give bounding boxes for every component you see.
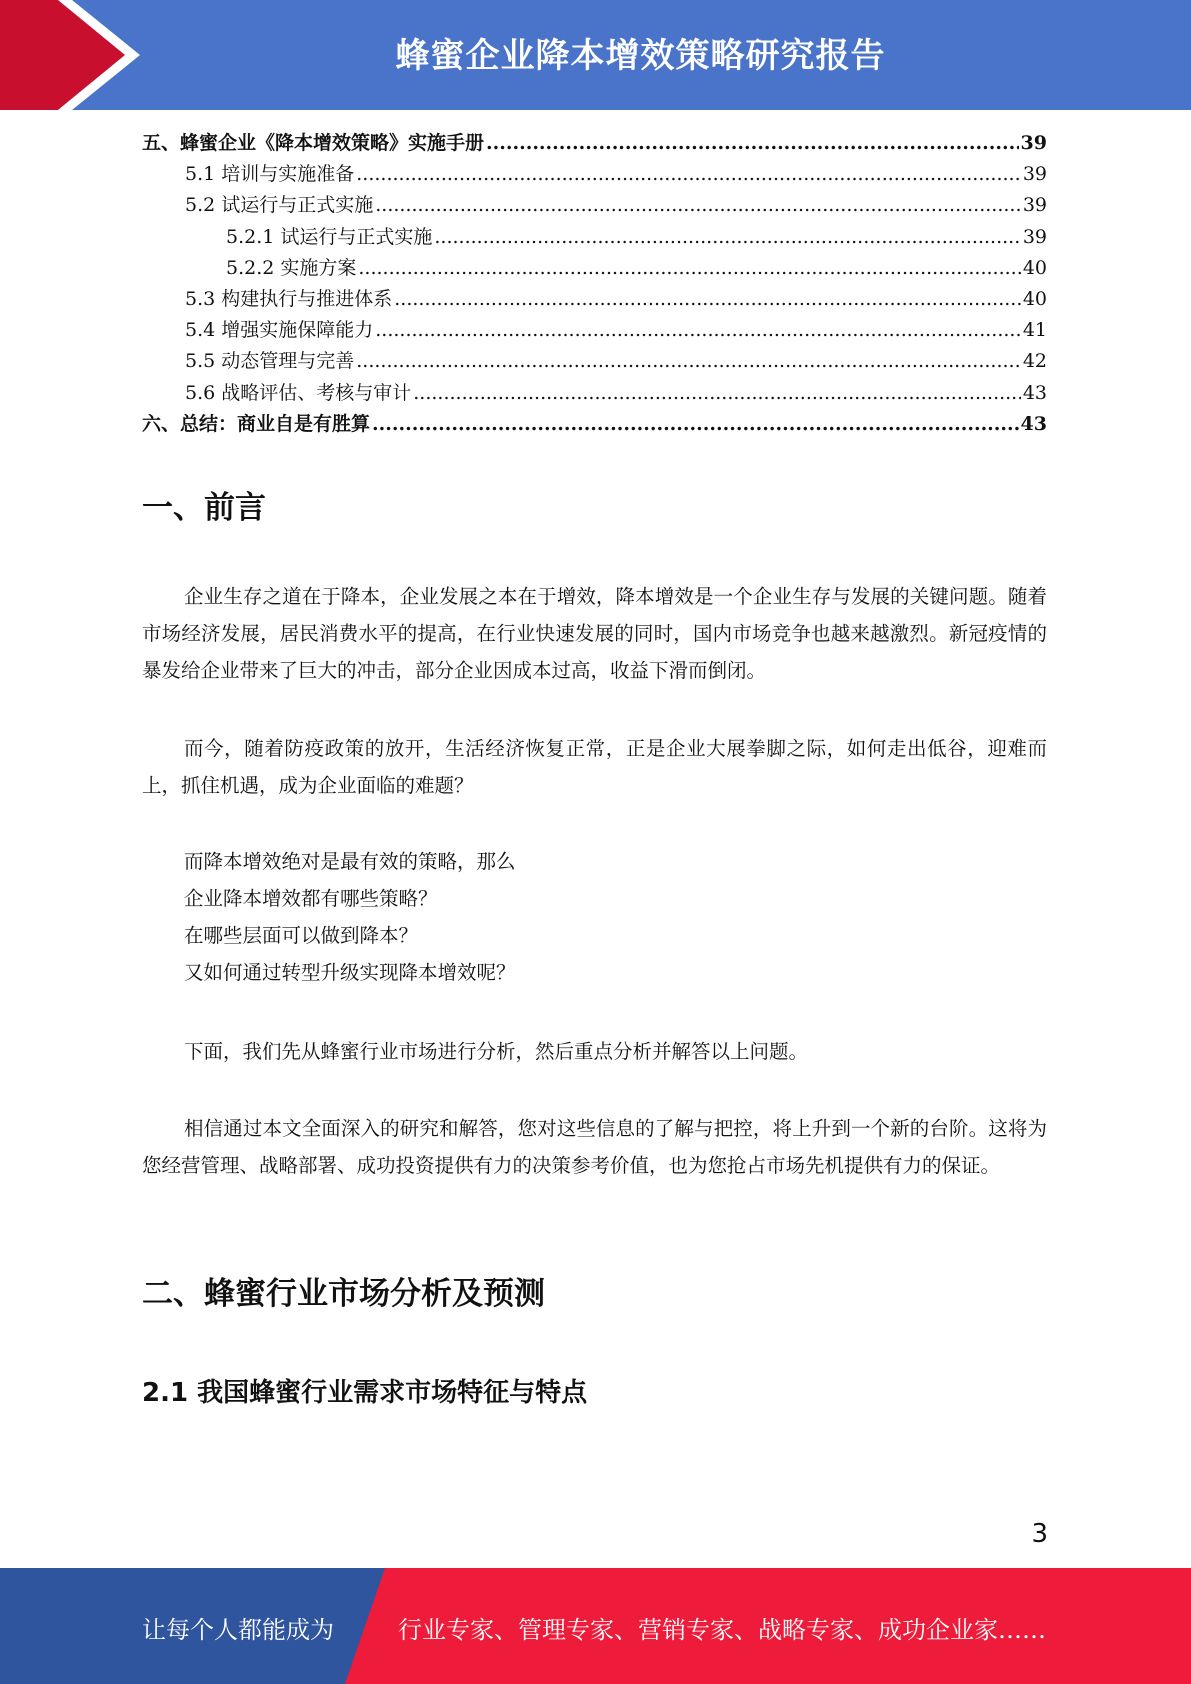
- toc-entry-page: 41: [1022, 319, 1047, 342]
- toc-entry-title: 5.3 构建执行与推进体系: [185, 287, 393, 310]
- document-title: 蜂蜜企业降本增效策略研究报告: [395, 36, 886, 76]
- toc-entry[interactable]: [142, 253, 1047, 284]
- toc-entry[interactable]: [142, 159, 1047, 190]
- toc-entry-title: 5.2 试运行与正式实施: [185, 194, 374, 217]
- question-line: 又如何通过转型升级实现降本增效呢？: [184, 961, 516, 984]
- toc-entry-page: 42: [1022, 350, 1047, 373]
- toc-entry[interactable]: [142, 284, 1047, 315]
- header-bar: [0, 0, 1191, 110]
- toc-entry-page: 40: [1022, 256, 1047, 279]
- toc-leader-dots: [413, 378, 1021, 409]
- question-list: [184, 843, 516, 991]
- toc-leader-dots: [375, 190, 1021, 221]
- page-number: 3: [1031, 1519, 1048, 1549]
- toc-entry-page: 39: [1020, 132, 1047, 154]
- toc-entry[interactable]: [142, 315, 1047, 346]
- toc-leader-dots: [358, 253, 1020, 284]
- toc-entry[interactable]: [142, 409, 1047, 440]
- question-line: 在哪些层面可以做到降本？: [184, 924, 419, 947]
- toc-leader-dots: [356, 346, 1021, 377]
- toc-entry-title: 5.1 培训与实施准备: [185, 163, 355, 186]
- toc-leader-dots: [375, 315, 1021, 346]
- toc-leader-dots: [394, 284, 1021, 315]
- toc-entry-page: 43: [1020, 412, 1047, 435]
- toc-entry[interactable]: [142, 222, 1047, 253]
- paragraph-opportunity: 而今，随着防疫政策的放开，生活经济恢复正常，正是企业大展拳脚之际，如何走出低谷，迎难而上，抓住机遇，成为企业面临的难题？: [142, 737, 1047, 797]
- toc-leader-dots: [372, 409, 1019, 440]
- toc-entry-page: 39: [1022, 225, 1047, 248]
- toc-entry-title: 5.4 增强实施保障能力: [185, 319, 374, 342]
- subsection-heading-demand: 2.1 我国蜂蜜行业需求市场特征与特点: [142, 1378, 588, 1408]
- question-line: 而降本增效绝对是最有效的策略，那么: [184, 850, 516, 873]
- toc-entry[interactable]: [142, 128, 1047, 159]
- table-of-contents: [142, 128, 1047, 440]
- section-heading-preface: 一、前言: [142, 490, 266, 526]
- section-heading-market-analysis: 二、蜂蜜行业市场分析及预测: [142, 1276, 545, 1312]
- paragraph-intro: 企业生存之道在于降本，企业发展之本在于增效，降本增效是一个企业生存与发展的关键问题。随着市场经济发展，居民消费水平的提高，在行业快速发展的同时，国内市场竞争也越来越激烈。新冠疫情的暴发给企业带来了巨大的冲击，部分企业因成本过高，收益下滑而倒闭。: [142, 585, 1047, 682]
- toc-leader-dots: [434, 222, 1020, 253]
- footer-slogan-right: 行业专家、管理专家、营销专家、战略专家、成功企业家……: [398, 1616, 1046, 1644]
- toc-entry-title: 六、总结：商业自是有胜算: [142, 412, 371, 435]
- footer-slogan-left: 让每个人都能成为: [142, 1616, 334, 1644]
- toc-entry-page: 39: [1022, 194, 1047, 217]
- toc-entry-title: 5.2.2 实施方案: [226, 256, 357, 279]
- toc-entry-title: 5.6 战略评估、考核与审计: [185, 381, 412, 404]
- paragraph-outline: 下面，我们先从蜂蜜行业市场进行分析，然后重点分析并解答以上问题。: [184, 1040, 809, 1063]
- toc-leader-dots: [486, 128, 1019, 159]
- toc-entry[interactable]: [142, 346, 1047, 377]
- toc-entry[interactable]: [142, 378, 1047, 409]
- toc-entry-title: 5.2.1 试运行与正式实施: [226, 225, 433, 248]
- paragraph-value: 相信通过本文全面深入的研究和解答，您对这些信息的了解与把控，将上升到一个新的台阶。这将为您经营管理、战略部署、成功投资提供有力的决策参考价值，也为您抢占市场先机提供有力的保证。: [142, 1117, 1047, 1177]
- question-line: 企业降本增效都有哪些策略？: [184, 887, 438, 910]
- toc-leader-dots: [356, 159, 1021, 190]
- toc-entry-page: 40: [1022, 287, 1047, 310]
- toc-entry-page: 43: [1022, 381, 1047, 404]
- footer-banner: [0, 1568, 1191, 1684]
- toc-entry-page: 39: [1022, 163, 1047, 186]
- toc-entry-title: 5.5 动态管理与完善: [185, 350, 355, 373]
- toc-entry-title: 五、蜂蜜企业《降本增效策略》实施手册: [142, 132, 485, 154]
- toc-entry[interactable]: [142, 190, 1047, 221]
